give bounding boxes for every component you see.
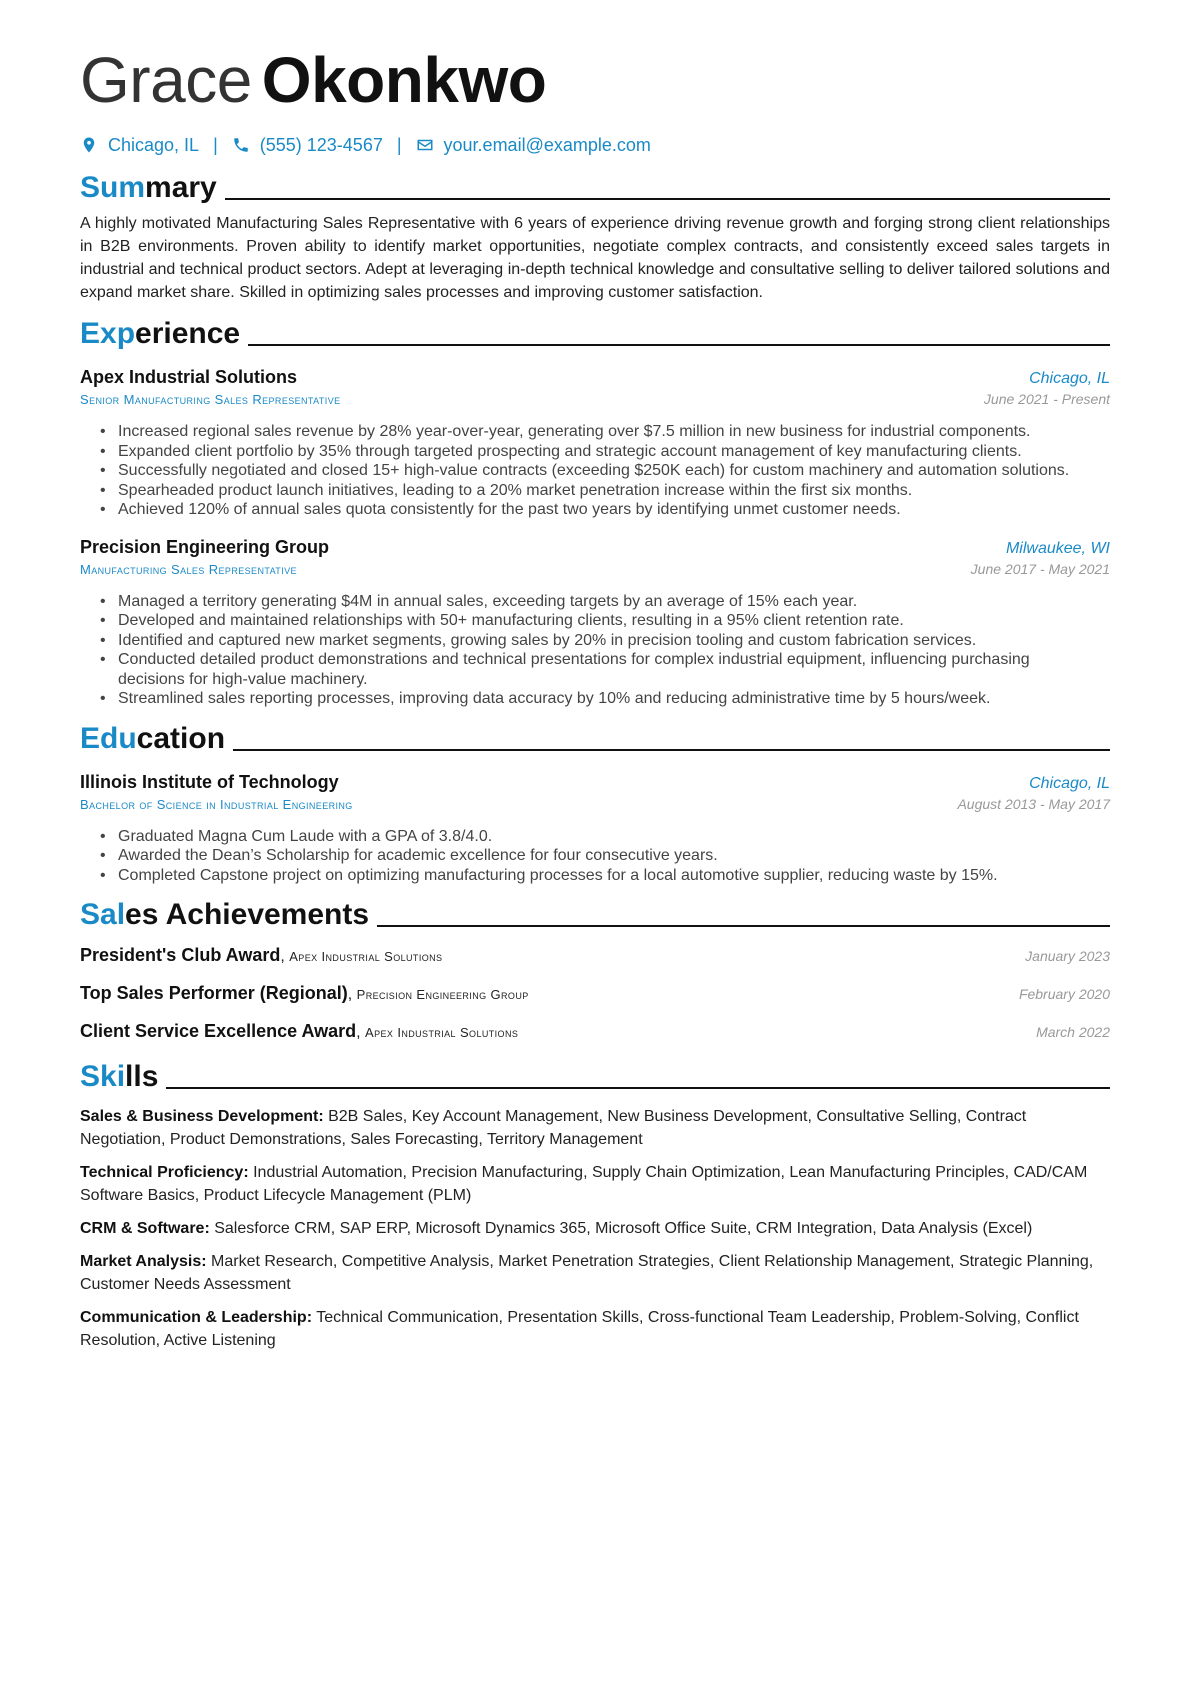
skill-items: B2B Sales, Key Account Management, New Business Development, Consultative Selling, Contract Negotiation, Product Demonstrations, Sales Forecasting, Territory Management bbox=[80, 1108, 1027, 1148]
section-divider bbox=[233, 749, 1110, 751]
section-title-rest: mary bbox=[145, 171, 217, 204]
candidate-name bbox=[80, 40, 1110, 120]
job-dates: June 2021 - Present bbox=[983, 391, 1110, 407]
school-name: Illinois Institute of Technology bbox=[80, 771, 339, 792]
skill-group bbox=[80, 1161, 1110, 1207]
achievement-org: Precision Engineering Group bbox=[356, 987, 529, 1002]
contact-email[interactable] bbox=[416, 135, 651, 156]
contact-separator: | bbox=[213, 134, 218, 155]
last-name: Okonkwo bbox=[261, 44, 547, 116]
skill-category: Market Analysis: bbox=[80, 1253, 207, 1270]
contact-separator: | bbox=[396, 134, 402, 155]
summary-heading bbox=[80, 166, 1110, 206]
experience-entry bbox=[80, 534, 1110, 709]
list-item: • Conducted detailed product demonstrations and technical presentations for complex industrial equipment, influencing purchasing decisions for high-value machinery. bbox=[118, 650, 1110, 689]
section-divider bbox=[166, 1087, 1110, 1089]
list-item: • Achieved 120% of annual sales quota consistently for the past two years by identifying unmet customer needs. bbox=[118, 500, 1110, 520]
section-title-accent: Ski bbox=[80, 1060, 126, 1093]
section-title bbox=[80, 721, 225, 757]
skill-group bbox=[80, 1217, 1110, 1240]
employer-location: Chicago, IL bbox=[1029, 370, 1110, 387]
first-name: Grace bbox=[80, 44, 252, 116]
section-title-accent: Exp bbox=[80, 317, 136, 350]
list-item: • Streamlined sales reporting processes, improving data accuracy by 10% and reducing administrative time by 5 hours/week. bbox=[118, 689, 1110, 709]
achievement-date: February 2020 bbox=[1018, 986, 1110, 1002]
skill-category: CRM & Software: bbox=[80, 1220, 210, 1237]
list-item: • Increased regional sales revenue by 28% year-over-year, generating over $7.5 million in new business for industrial components. bbox=[118, 422, 1110, 442]
education-entry bbox=[80, 769, 1110, 886]
summary-text: A highly motivated Manufacturing Sales Representative with 6 years of experience driving revenue growth and forging strong client relationships in B2B environments. Proven ability to identify market opportunities, negotiate complex contracts, and consistently exceed sales targets in industrial and technical product sectors. Adept at leveraging in-depth technical knowledge and consultative selling to deliver tailored solutions and expand market share. Skilled in optimizing sales processes and improving customer satisfaction. bbox=[80, 215, 1110, 301]
school-location: Chicago, IL bbox=[1029, 774, 1110, 792]
list-item: • Successfully negotiated and closed 15+ high-value contracts (exceeding $250K each) for custom machinery and automation solutions. bbox=[118, 461, 1110, 481]
summary-section bbox=[80, 166, 1110, 304]
section-divider bbox=[248, 344, 1110, 346]
contact-location bbox=[80, 135, 199, 156]
list-item: • Developed and maintained relationships with 50+ manufacturing clients, resulting in a 95% client retention rate. bbox=[118, 611, 1110, 631]
employer-name: Apex Industrial Solutions bbox=[80, 367, 298, 387]
skill-category: Sales & Business Development: bbox=[80, 1108, 324, 1125]
section-title-rest: lls bbox=[125, 1060, 159, 1093]
list-item: • Expanded client portfolio by 35% through targeted prospecting and strategic account management of key manufacturing clients. bbox=[118, 442, 1110, 462]
degree: Bachelor of Science in Industrial Engineering bbox=[80, 796, 353, 812]
section-divider bbox=[377, 925, 1110, 927]
skill-items: Market Research, Competitive Analysis, Market Penetration Strategies, Client Relationship Management, Strategic Planning, Customer Needs Assessment bbox=[80, 1253, 1094, 1293]
skill-group bbox=[80, 1306, 1110, 1352]
list-item: • Completed Capstone project on optimizing manufacturing processes for a local automotive supplier, reducing waste by 15%. bbox=[118, 866, 1110, 886]
job-bullets bbox=[80, 422, 1110, 520]
section-title bbox=[80, 897, 369, 933]
skill-items: Technical Communication, Presentation Skills, Cross-functional Team Leadership, Problem-Solving, Conflict Resolution, Active Listening bbox=[80, 1309, 1079, 1349]
skill-items: Industrial Automation, Precision Manufacturing, Supply Chain Optimization, Lean Manufacturing Principles, CAD/CAM Software Basics, Product Lifecycle Management (PLM) bbox=[80, 1164, 1088, 1204]
experience-entry bbox=[80, 364, 1110, 520]
section-title-accent: Sum bbox=[80, 171, 146, 204]
skills-heading bbox=[80, 1055, 1110, 1095]
skill-category: Communication & Leadership: bbox=[80, 1309, 313, 1326]
location-text: Chicago, IL bbox=[108, 134, 200, 155]
achievement-item: Client Service Excellence Award, Apex Industrial Solutions March 2022 bbox=[80, 1021, 1110, 1041]
employer-location: Milwaukee, WI bbox=[1005, 539, 1110, 557]
list-item: • Awarded the Dean’s Scholarship for academic excellence for four consecutive years. bbox=[118, 846, 1110, 866]
job-title: Manufacturing Sales Representative bbox=[80, 561, 297, 577]
section-title bbox=[80, 316, 240, 352]
job-dates: June 2017 - May 2021 bbox=[970, 560, 1110, 577]
achievement-date: January 2023 bbox=[1025, 948, 1110, 964]
phone-text: (555) 123-4567 bbox=[259, 134, 383, 155]
achievement-title: Client Service Excellence Award bbox=[80, 1021, 357, 1041]
section-divider bbox=[225, 198, 1110, 200]
skills-section bbox=[80, 1055, 1110, 1352]
experience-heading bbox=[80, 312, 1110, 352]
section-title bbox=[80, 1059, 158, 1095]
achievement-org: Apex Industrial Solutions bbox=[289, 949, 443, 964]
education-dates: August 2013 - May 2017 bbox=[957, 795, 1110, 812]
email-link[interactable]: your.email@example.com bbox=[443, 134, 651, 155]
achievements-heading bbox=[80, 893, 1110, 933]
skill-group bbox=[80, 1250, 1110, 1296]
contact-bar bbox=[80, 132, 1110, 158]
education-bullets bbox=[80, 827, 1110, 886]
list-item: • Spearheaded product launch initiatives, leading to a 20% market penetration increase within the first six months. bbox=[118, 481, 1110, 501]
achievement-item: President's Club Award, Apex Industrial Solutions January 2023 bbox=[80, 945, 1110, 965]
envelope-icon bbox=[416, 136, 434, 154]
section-title bbox=[80, 170, 217, 206]
list-item: • Managed a territory generating $4M in annual sales, exceeding targets by an average of 15% each year. bbox=[118, 592, 1110, 612]
achievement-title: Top Sales Performer (Regional) bbox=[80, 983, 348, 1003]
education-section bbox=[80, 717, 1110, 886]
list-item: • Identified and captured new market segments, growing sales by 20% in precision tooling and custom fabrication services. bbox=[118, 631, 1110, 651]
section-title-rest: erience bbox=[135, 317, 241, 350]
achievements-section bbox=[80, 893, 1110, 1047]
skill-items: Salesforce CRM, SAP ERP, Microsoft Dynamics 365, Microsoft Office Suite, CRM Integration, Data Analysis (Excel) bbox=[214, 1220, 1033, 1237]
education-heading bbox=[80, 717, 1110, 757]
phone-icon bbox=[232, 136, 250, 154]
job-title: Senior Manufacturing Sales Representative bbox=[80, 392, 341, 407]
map-pin-icon bbox=[80, 136, 98, 154]
job-bullets bbox=[80, 592, 1110, 709]
experience-section bbox=[80, 312, 1110, 709]
section-title-rest: cation bbox=[136, 721, 226, 755]
skill-category: Technical Proficiency: bbox=[80, 1164, 249, 1181]
section-title-accent: Edu bbox=[80, 721, 137, 755]
achievement-org: Apex Industrial Solutions bbox=[365, 1025, 519, 1040]
achievement-title: President's Club Award bbox=[80, 945, 281, 965]
contact-phone[interactable] bbox=[232, 135, 383, 156]
section-title-rest: es Achievements bbox=[125, 898, 370, 931]
employer-name: Precision Engineering Group bbox=[80, 536, 330, 557]
skill-group bbox=[80, 1105, 1110, 1151]
achievement-date: March 2022 bbox=[1036, 1024, 1110, 1040]
list-item: • Graduated Magna Cum Laude with a GPA of 3.8/4.0. bbox=[118, 827, 1110, 847]
section-title-accent: Sal bbox=[80, 898, 126, 931]
achievement-item: Top Sales Performer (Regional), Precision Engineering Group February 2020 bbox=[80, 983, 1110, 1003]
